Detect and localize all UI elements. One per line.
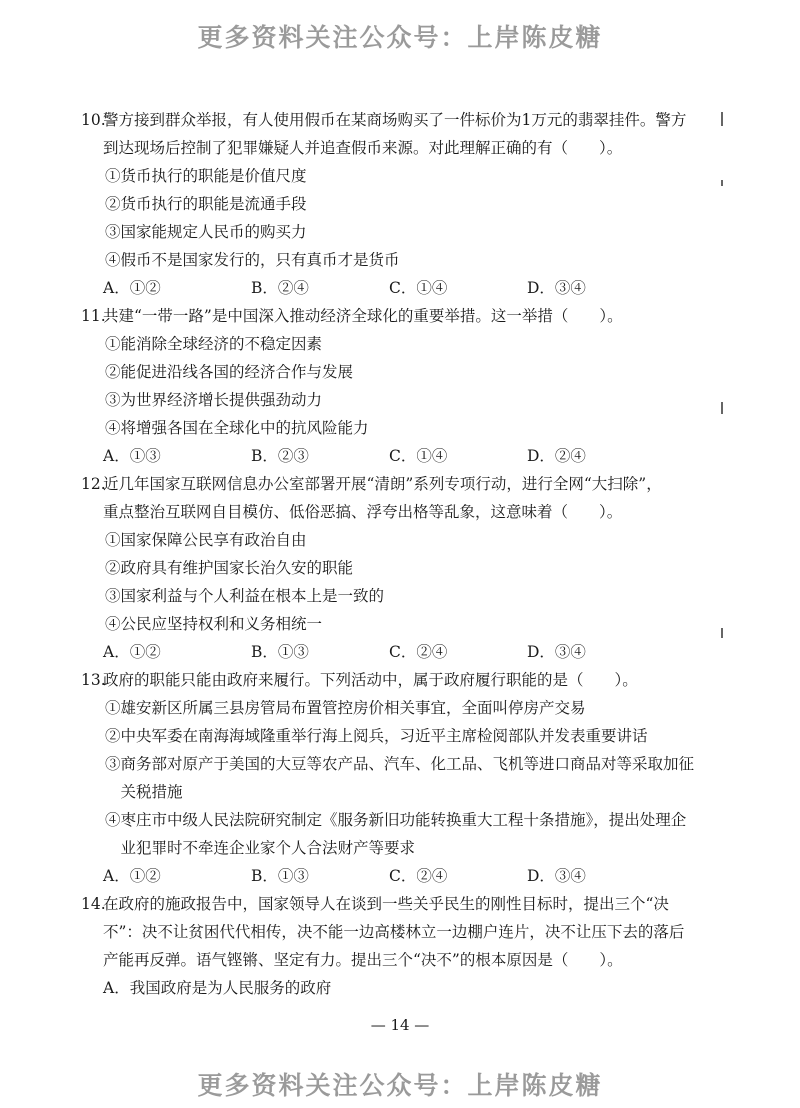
question-11 (81, 302, 693, 470)
question-number: 10. (81, 111, 106, 129)
question-14 (81, 890, 693, 1002)
question-stem-line: 政府的职能只能由政府来履行。下列活动中，属于政府履行职能的是（ ）。 (103, 671, 638, 689)
question-stem-line: 重点整治互联网自目模仿、低俗恶搞、浮夸出格等乱象，这意味着（ ）。 (103, 503, 623, 521)
question-stem-line: 到达现场后控制了犯罪嫌疑人并追查假币来源。对此理解正确的有（ ）。 (103, 139, 623, 157)
choice-b: B．①③ (251, 867, 309, 885)
question-stem-line: 不”：决不让贫困代代相传，决不能一边高楼林立一边棚户连片，决不让压下去的落后 (103, 923, 685, 941)
choice-c: C．②④ (389, 643, 448, 661)
choice-c: C．②④ (389, 867, 448, 885)
question-number: 13. (81, 671, 106, 689)
choice-d: D．③④ (527, 867, 586, 885)
answer-choices (103, 862, 693, 890)
scan-mark (721, 402, 723, 414)
question-stem-line: 产能再反弹。语气铿锵、坚定有力。提出三个“决不”的根本原因是（ ）。 (103, 951, 623, 969)
page-number: — 14 — (370, 1016, 430, 1034)
question-list (81, 106, 695, 1002)
choice-a: A．①③ (103, 447, 161, 465)
statement-option: ①货币执行的职能是价值尺度 (105, 167, 307, 185)
question-12 (81, 470, 693, 666)
answer-choices (103, 274, 693, 302)
statement-option: ③为世界经济增长提供强劲动力 (105, 391, 323, 409)
answer-choices (103, 442, 693, 470)
choice-b: B．①③ (251, 643, 309, 661)
statement-option-continuation: 关税措施 (105, 783, 183, 801)
statement-option: ②政府具有维护国家长治久安的职能 (105, 559, 354, 577)
question-stem-line: 共建“一带一路”是中国深入推动经济全球化的重要举措。这一举措（ ）。 (103, 307, 623, 325)
choice-d: D．③④ (527, 643, 586, 661)
statement-option: ②中央军委在南海海域隆重举行海上阅兵，习近平主席检阅部队并发表重要讲话 (105, 727, 648, 745)
choice-a: A．①② (103, 867, 161, 885)
statement-option: ④将增强各国在全球化中的抗风险能力 (105, 419, 369, 437)
question-stem-line: 近几年国家互联网信息办公室部署开展“清朗”系列专项行动，进行全网“大扫除”， (103, 475, 662, 493)
statement-option: ③商务部对原产于美国的大豆等农产品、汽车、化工品、飞机等进口商品对等采取加征 (105, 755, 695, 773)
statement-option: ②能促进沿线各国的经济合作与发展 (105, 363, 354, 381)
question-number: 12. (81, 475, 106, 493)
choice-b: B．②④ (251, 279, 309, 297)
question-number: 11. (81, 307, 106, 325)
statement-option: ②货币执行的职能是流通手段 (105, 195, 307, 213)
scan-mark (721, 112, 723, 126)
question-13 (81, 666, 695, 890)
answer-choices (103, 638, 693, 666)
choice-c: C．①④ (389, 447, 448, 465)
statement-option: ④假币不是国家发行的，只有真币才是货币 (105, 251, 400, 269)
statement-option: ④公民应坚持权利和义务相统一 (105, 615, 323, 633)
watermark-top: 更多资料关注公众号：上岸陈皮糖 (197, 23, 603, 52)
statement-option-continuation: 业犯罪时不牵连企业家个人合法财产等要求 (105, 839, 416, 857)
choice-a: A．①② (103, 279, 161, 297)
scan-mark (721, 180, 723, 186)
choice-d: D．③④ (527, 279, 586, 297)
statement-option: ③国家利益与个人利益在根本上是一致的 (105, 587, 385, 605)
choice-d: D．②④ (527, 447, 586, 465)
question-10 (81, 106, 693, 302)
choice-c: C．①④ (389, 279, 448, 297)
choice-b: B．②③ (251, 447, 309, 465)
watermark-bottom: 更多资料关注公众号：上岸陈皮糖 (197, 1071, 603, 1100)
question-stem-line: 在政府的施政报告中，国家领导人在谈到一些关乎民生的刚性目标时，提出三个“决 (103, 895, 669, 913)
choice-a: A．我国政府是为人民服务的政府 (103, 979, 332, 997)
statement-option: ③国家能规定人民币的购买力 (105, 223, 307, 241)
statement-option: ①能消除全球经济的不稳定因素 (105, 335, 323, 353)
statement-option: ①雄安新区所属三县房管局布置管控房价相关事宜，全面叫停房产交易 (105, 699, 586, 717)
scan-mark (721, 628, 723, 638)
choice-a: A．①② (103, 643, 161, 661)
statement-option: ①国家保障公民享有政治自由 (105, 531, 307, 549)
statement-option: ④枣庄市中级人民法院研究制定《服务新旧功能转换重大工程十条措施》，提出处理企 (105, 811, 687, 829)
question-number: 14. (81, 895, 106, 913)
question-stem-line: 警方接到群众举报，有人使用假币在某商场购买了一件标价为1万元的翡翠挂件。警方 (103, 111, 687, 129)
